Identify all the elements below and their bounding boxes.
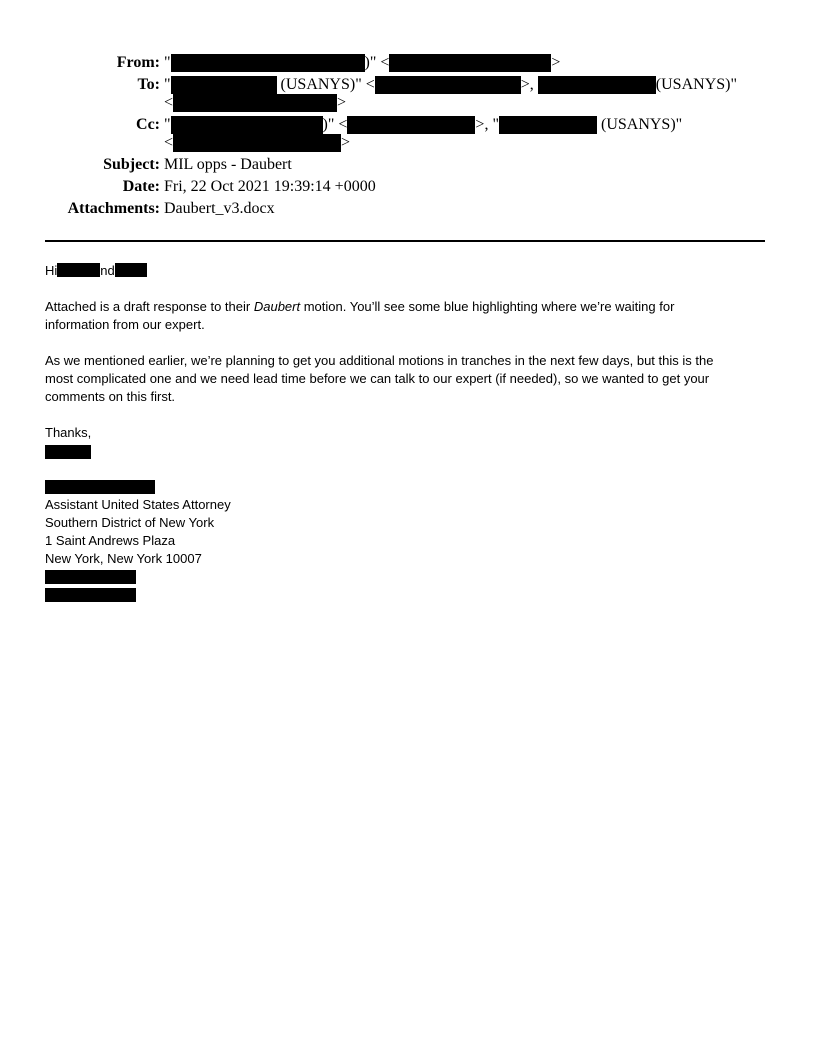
redaction-block [57, 263, 100, 277]
cc-value-cont [164, 134, 350, 152]
redaction-block [45, 570, 136, 584]
from-label: From: [116, 54, 160, 71]
punct: (USANYS)" [655, 76, 737, 93]
redaction-block [171, 116, 323, 134]
to-label: To: [137, 76, 160, 93]
paragraph-1 [45, 298, 725, 334]
punct: > [551, 54, 561, 71]
closing-thanks: Thanks, [45, 425, 92, 440]
header-divider [45, 240, 765, 242]
attachments-label: Attachments: [67, 200, 160, 217]
p1-text: Attached is a draft response to their [45, 299, 254, 314]
paragraph-2: As we mentioned earlier, we’re planning to get you additional motions in tranches in the next few days, but this is the most complicated one and we need lead time before we can talk to our expert (if needed), so we wanted to get your comments on this first. [45, 353, 714, 404]
redaction-block [45, 445, 91, 459]
punct: < [164, 94, 174, 111]
to-value-cont [164, 94, 346, 112]
punct: (USANYS)" < [276, 76, 375, 93]
redaction-block [45, 480, 155, 494]
date-value: Fri, 22 Oct 2021 19:39:14 +0000 [164, 178, 376, 195]
attachment-name[interactable]: Daubert_v3.docx [164, 200, 275, 217]
subject-label: Subject: [103, 156, 160, 173]
date-label: Date: [122, 178, 160, 195]
punct: > [337, 94, 347, 111]
signature-street: 1 Saint Andrews Plaza [45, 533, 176, 548]
redaction-block [171, 76, 277, 94]
greeting [45, 262, 775, 280]
greeting-nd: nd [100, 263, 115, 278]
quote-mark: " [164, 116, 171, 133]
punct: )" < [322, 116, 348, 133]
punct: > [341, 134, 351, 151]
redaction-block [538, 76, 656, 94]
to-value [164, 76, 737, 94]
p1-text-after: motion. You’ll see some blue highlighting where we’re waiting for information from our expert. [45, 299, 675, 332]
punct: >, " [475, 116, 499, 133]
punct: )" < [364, 54, 390, 71]
redaction-block [115, 263, 147, 277]
redaction-block [347, 116, 475, 134]
subject-value: MIL opps - Daubert [164, 156, 292, 173]
greeting-hi: Hi [45, 263, 58, 278]
from-value [164, 54, 560, 72]
redaction-block [499, 116, 597, 134]
punct: < [164, 134, 174, 151]
redaction-block [171, 54, 365, 72]
signature-title: Assistant United States Attorney [45, 497, 231, 512]
redaction-block [173, 134, 341, 152]
quote-mark: " [164, 76, 171, 93]
redaction-block [173, 94, 337, 112]
redaction-block [375, 76, 521, 94]
cc-label: Cc: [136, 116, 160, 133]
punct: >, [520, 76, 538, 93]
signature-city: New York, New York 10007 [45, 551, 202, 566]
punct: (USANYS)" [596, 116, 683, 133]
cc-value [164, 116, 682, 134]
p1-italic: Daubert [253, 299, 301, 314]
signature-office: Southern District of New York [45, 515, 215, 530]
redaction-block [45, 588, 136, 602]
redaction-block [389, 54, 551, 72]
quote-mark: " [164, 54, 171, 71]
